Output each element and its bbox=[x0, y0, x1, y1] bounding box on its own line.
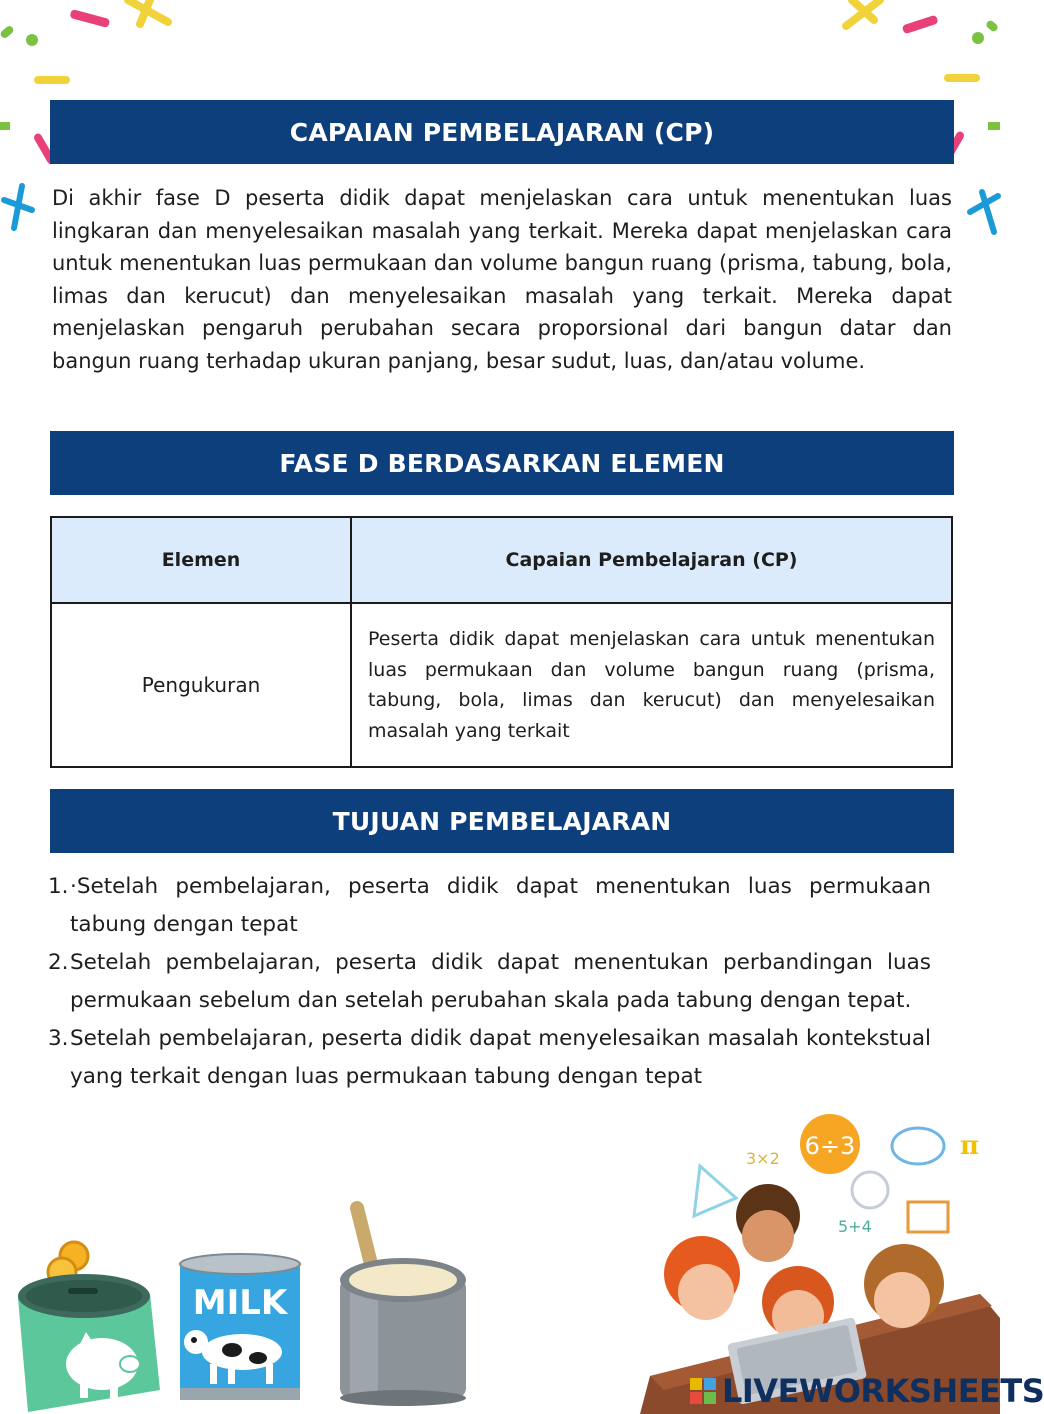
math-3x2-label: 3×2 bbox=[746, 1149, 780, 1168]
table-cell-elemen: Pengukuran bbox=[51, 603, 351, 767]
cp-banner bbox=[50, 100, 954, 164]
fase-banner-title: FASE D BERDASARKAN ELEMEN bbox=[279, 448, 725, 478]
goal-item bbox=[48, 868, 931, 944]
table-row bbox=[51, 603, 952, 767]
piggy-bank-can-illustration bbox=[10, 1240, 160, 1414]
milk-can-illustration bbox=[176, 1252, 304, 1402]
math-pi-label: π bbox=[960, 1131, 980, 1161]
table-cell-cp: Peserta didik dapat menjelaskan cara untuk menentukan luas permukaan dan volume bangun ruang (prisma, tabung, bola, limas dan kerucut) dan menyelesaikan masalah yang terkait bbox=[351, 603, 952, 767]
liveworksheets-logo-icon bbox=[690, 1378, 716, 1404]
table-header-cp: Capaian Pembelajaran (CP) bbox=[351, 517, 952, 603]
math-6div3-label: 6÷3 bbox=[804, 1132, 856, 1160]
goal-item bbox=[48, 944, 931, 1020]
fase-banner bbox=[50, 431, 954, 495]
goal-text: Setelah pembelajaran, peserta didik dapat menyelesaikan masalah kontekstual yang terkait dengan luas permukaan tabung dengan tepat bbox=[70, 1026, 931, 1089]
cp-banner-title: CAPAIAN PEMBELAJARAN (CP) bbox=[289, 117, 715, 147]
goal-number: 2. bbox=[48, 950, 69, 975]
liveworksheets-watermark bbox=[690, 1372, 1044, 1410]
goal-number: 3. bbox=[48, 1026, 69, 1051]
goal-text: Setelah pembelajaran, peserta didik dapat menentukan perbandingan luas permukaan sebelum dan setelah perubahan skala pada tabung dengan tepat. bbox=[70, 950, 931, 1013]
elemen-table bbox=[50, 516, 953, 768]
milk-label: MILK bbox=[192, 1283, 288, 1323]
tujuan-banner-title: TUJUAN PEMBELAJARAN bbox=[332, 806, 672, 836]
kids-laptop-illustration bbox=[640, 1086, 1000, 1414]
table-header-row bbox=[51, 517, 952, 603]
can-with-spoon-illustration bbox=[336, 1196, 470, 1406]
goals-list bbox=[48, 868, 931, 1096]
goal-number: 1. bbox=[48, 874, 69, 899]
math-5plus4-label: 5+4 bbox=[838, 1217, 872, 1236]
watermark-text: LIVEWORKSHEETS bbox=[722, 1372, 1044, 1410]
table-header-elemen: Elemen bbox=[51, 517, 351, 603]
tujuan-banner bbox=[50, 789, 954, 853]
goal-item bbox=[48, 1020, 931, 1096]
goal-text: ·Setelah pembelajaran, peserta didik dapat menentukan luas permukaan tabung dengan tepat bbox=[70, 874, 931, 937]
cp-paragraph: Di akhir fase D peserta didik dapat menjelaskan cara untuk menentukan luas lingkaran dan menyelesaikan masalah yang terkait. Mereka dapat menjelaskan cara untuk menentukan luas permukaan dan volume bangun ruang (prisma, tabung, bola, limas dan kerucut) dan menyelesaikan masalah yang terkait. Mereka dapat menjelaskan pengaruh perubahan secara proporsional dari bangun datar dan bangun ruang terhadap ukuran panjang, besar sudut, luas, dan/atau volume. bbox=[52, 186, 952, 373]
